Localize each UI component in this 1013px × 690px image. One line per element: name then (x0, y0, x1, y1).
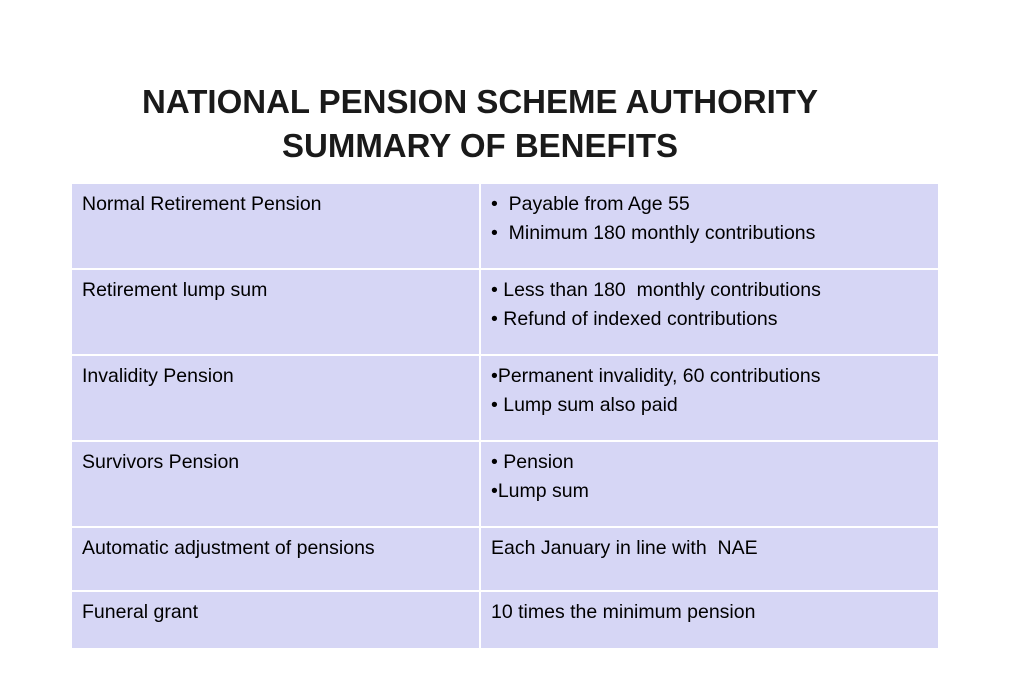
title-line-2: SUMMARY OF BENEFITS (281, 127, 679, 164)
page-title (0, 80, 960, 168)
benefit-detail-line: Each January in line with NAE (491, 537, 758, 559)
benefit-detail-line: 10 times the minimum pension (491, 601, 756, 623)
table-row (72, 591, 938, 648)
benefit-name: Retirement lump sum (72, 269, 480, 355)
benefit-detail-line: •Permanent invalidity, 60 contributions (491, 365, 821, 387)
benefit-detail-line: • Refund of indexed contributions (491, 308, 778, 330)
benefit-detail-line: • Payable from Age 55 (491, 193, 690, 215)
benefit-detail-line: •Lump sum (491, 480, 589, 502)
benefit-details (480, 184, 938, 269)
table-row (72, 269, 938, 355)
benefit-detail-line: • Less than 180 monthly contributions (491, 279, 821, 301)
benefit-name: Invalidity Pension (72, 355, 480, 441)
benefit-detail-line: • Pension (491, 451, 574, 473)
benefit-details (480, 527, 938, 591)
table-row (72, 355, 938, 441)
benefit-detail-line: • Lump sum also paid (491, 394, 678, 416)
benefit-details (480, 441, 938, 527)
benefit-name: Automatic adjustment of pensions (72, 527, 480, 591)
benefit-details (480, 269, 938, 355)
table-row (72, 441, 938, 527)
benefit-details (480, 591, 938, 648)
benefit-detail-line: • Minimum 180 monthly contributions (491, 222, 816, 244)
benefit-name: Survivors Pension (72, 441, 480, 527)
benefits-table (72, 184, 938, 648)
table-row (72, 527, 938, 591)
benefit-name: Funeral grant (72, 591, 480, 648)
benefit-details (480, 355, 938, 441)
title-line-1: NATIONAL PENSION SCHEME AUTHORITY (142, 83, 818, 120)
benefit-name: Normal Retirement Pension (72, 184, 480, 269)
table-row (72, 184, 938, 269)
